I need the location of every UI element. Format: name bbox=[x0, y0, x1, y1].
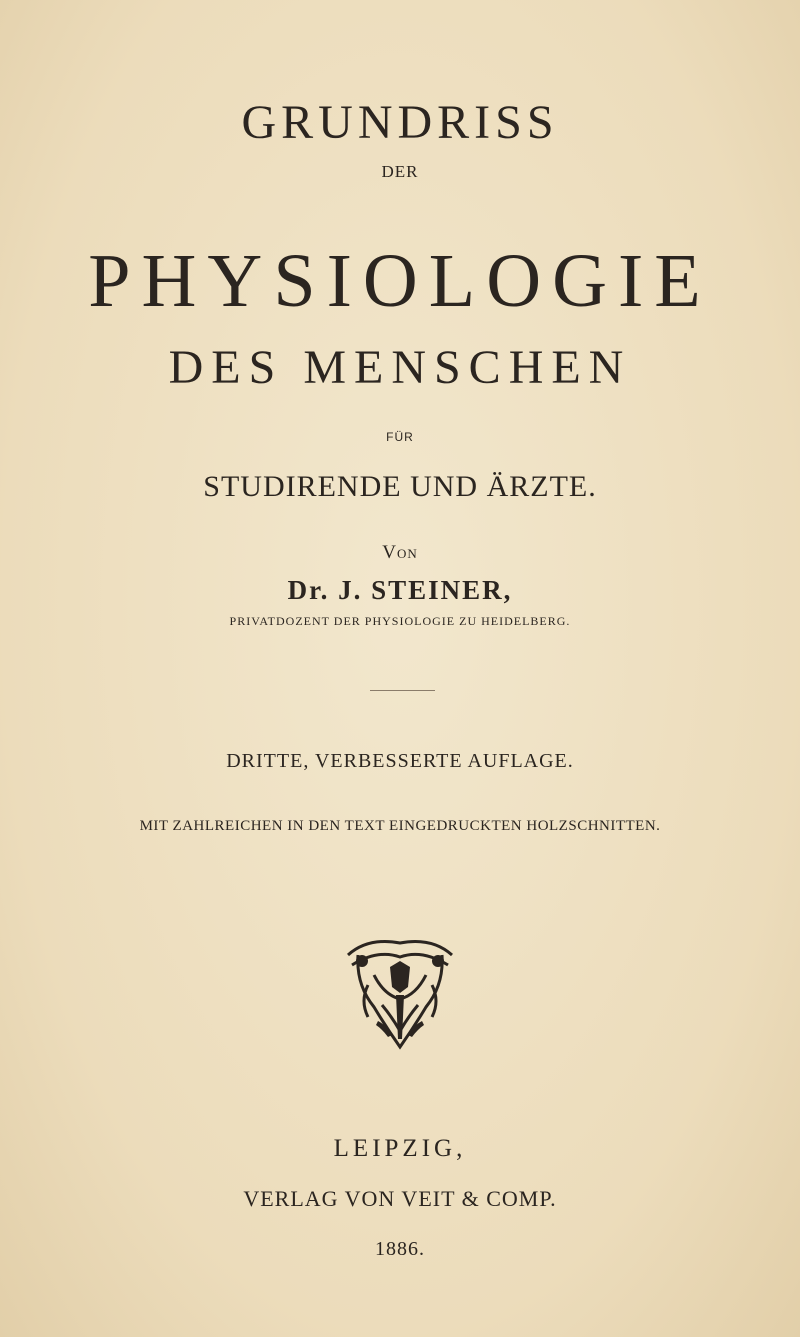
by-line: Von bbox=[382, 542, 418, 563]
divider-rule bbox=[370, 690, 435, 691]
audience-prefix: FÜR bbox=[386, 430, 414, 444]
title-grundriss: GRUNDRISS bbox=[241, 96, 559, 149]
audience: STUDIRENDE UND ÄRZTE. bbox=[203, 470, 597, 503]
title-physiologie: PHYSIOLOGIE bbox=[88, 239, 712, 323]
edition-note: DRITTE, VERBESSERTE AUFLAGE. bbox=[226, 750, 574, 772]
illustrations-note: MIT ZAHLREICHEN IN DEN TEXT EINGEDRUCKTEN HOLZSCHNITTEN. bbox=[139, 818, 661, 834]
title-der: DER bbox=[381, 162, 419, 181]
publication-year: 1886. bbox=[375, 1238, 425, 1260]
author-title: PRIVATDOZENT DER PHYSIOLOGIE ZU HEIDELBERG. bbox=[229, 614, 571, 628]
publisher-emblem-icon bbox=[338, 935, 462, 1055]
title-des-menschen: DES MENSCHEN bbox=[168, 341, 632, 394]
author-name: Dr. J. STEINER, bbox=[287, 575, 513, 605]
publisher-name: VERLAG VON VEIT & COMP. bbox=[243, 1186, 557, 1211]
publication-city: LEIPZIG, bbox=[333, 1135, 467, 1162]
